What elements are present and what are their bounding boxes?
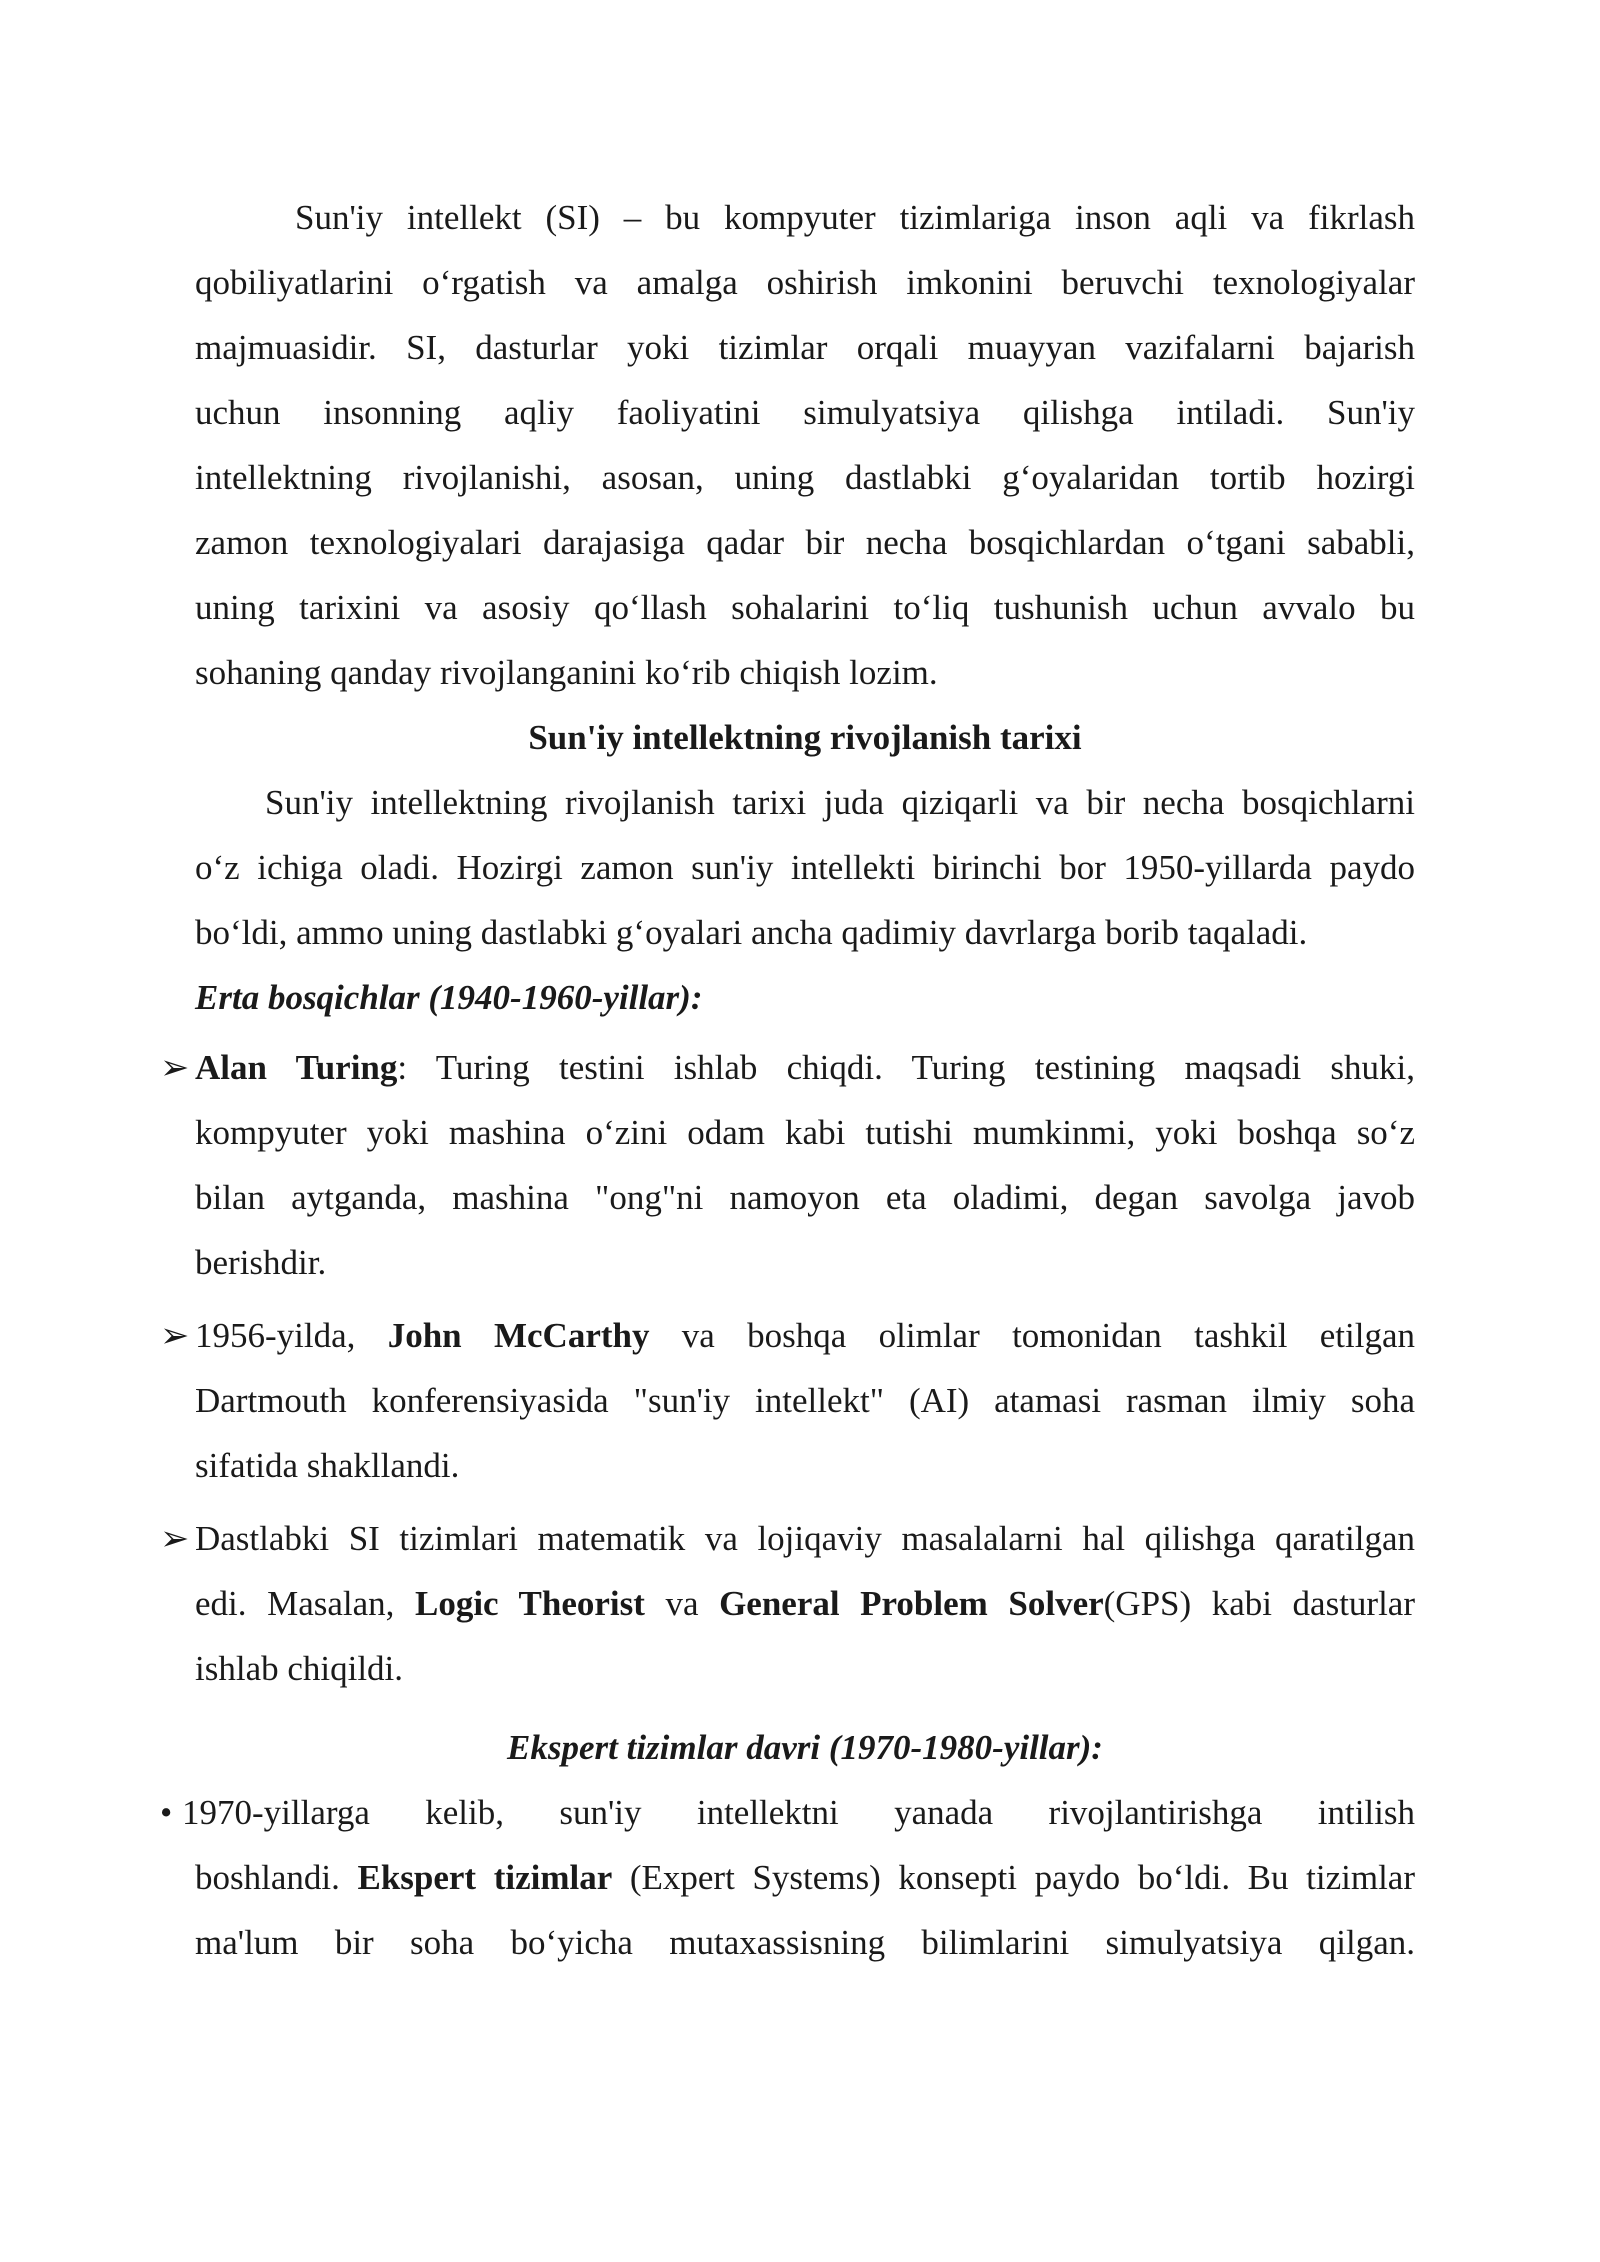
- intro-line: qobiliyatlarini o‘rgatish va amalga oshirish imkonini beruvchi texnologiyalar: [195, 263, 1415, 302]
- history-paragraph: [195, 770, 1415, 965]
- history-line: bo‘ldi, ammo uning dastlabki g‘oyalari ancha qadimiy davrlarga borib taqaladi.: [195, 913, 1308, 952]
- list-item-text: Dartmouth konferensiyasida "sun'iy intellekt" (AI) atamasi rasman ilmiy soha: [195, 1381, 1415, 1420]
- list-item-text: (Expert Systems) konsepti paydo bo‘ldi. Bu tizimlar: [612, 1858, 1415, 1897]
- person-name: John McCarthy: [387, 1316, 650, 1355]
- early-stage-list: [160, 1035, 1415, 1701]
- list-item-text: 1970-yillarga kelib, sun'iy intellektni yanada rivojlantirishga intilish: [182, 1793, 1415, 1832]
- list-item-text: kompyuter yoki mashina o‘zini odam kabi tutishi mumkinmi, yoki boshqa so‘z: [195, 1113, 1415, 1152]
- intro-line: majmuasidir. SI, dasturlar yoki tizimlar orqali muayyan vazifalarni bajarish: [195, 328, 1415, 367]
- expert-stage-title: Ekspert tizimlar davri (1970-1980-yillar):: [507, 1728, 1103, 1767]
- list-item-text: (GPS) kabi dasturlar: [1103, 1584, 1415, 1623]
- arrow-bullet-icon: ➢: [160, 1519, 190, 1558]
- intro-line: Sun'iy intellekt (SI) – bu kompyuter tizimlariga inson aqli va fikrlash: [295, 198, 1415, 237]
- section-title: Sun'iy intellektning rivojlanish tarixi: [528, 718, 1082, 757]
- list-item-early-systems: [160, 1506, 1415, 1701]
- person-name: Alan Turing: [195, 1048, 398, 1087]
- history-line: o‘z ichiga oladi. Hozirgi zamon sun'iy intellekti birinchi bor 1950-yillarda paydo: [195, 848, 1415, 887]
- list-item-mccarthy: [160, 1303, 1415, 1498]
- list-item-text: ishlab chiqildi.: [195, 1649, 404, 1688]
- list-item-text: berishdir.: [195, 1243, 327, 1282]
- list-item-text: 1956-yilda,: [195, 1316, 388, 1355]
- program-name: Logic Theorist: [414, 1584, 645, 1623]
- list-item-text: va boshqa olimlar tomonidan tashkil etilgan: [649, 1316, 1415, 1355]
- list-item-text: ma'lum bir soha bo‘yicha mutaxassisning bilimlarini simulyatsiya qilgan.: [195, 1923, 1415, 1962]
- list-item-turing: [160, 1035, 1415, 1295]
- list-item-text: edi. Masalan,: [195, 1584, 415, 1623]
- expert-stage-list: [160, 1780, 1415, 1975]
- program-name: General Problem Solver: [719, 1584, 1104, 1623]
- intro-line: uchun insonning aqliy faoliyatini simulyatsiya qilishga intiladi. Sun'iy: [195, 393, 1415, 432]
- intro-paragraph: [195, 185, 1415, 705]
- early-stage-title: Erta bosqichlar (1940-1960-yillar):: [195, 978, 703, 1017]
- dot-bullet-icon: •: [160, 1793, 173, 1832]
- list-item-text: sifatida shakllandi.: [195, 1446, 460, 1485]
- history-line: Sun'iy intellektning rivojlanish tarixi juda qiziqarli va bir necha bosqichlarni: [265, 783, 1415, 822]
- list-item-expert: [160, 1780, 1415, 1975]
- arrow-bullet-icon: ➢: [160, 1048, 190, 1087]
- intro-line: sohaning qanday rivojlanganini ko‘rib chiqish lozim.: [195, 653, 938, 692]
- list-item-text: Dastlabki SI tizimlari matematik va lojiqaviy masalalarni hal qilishga qaratilgan: [195, 1519, 1415, 1558]
- list-item-text: va: [644, 1584, 720, 1623]
- intro-line: intellektning rivojlanishi, asosan, uning dastlabki g‘oyalaridan tortib hozirgi: [195, 458, 1415, 497]
- intro-line: zamon texnologiyalari darajasiga qadar bir necha bosqichlardan o‘tgani sababli,: [195, 523, 1415, 562]
- list-item-text: : Turing testini ishlab chiqdi. Turing testining maqsadi shuki,: [397, 1048, 1415, 1087]
- list-item-text: boshlandi.: [195, 1858, 358, 1897]
- intro-line: uning tarixini va asosiy qo‘llash sohalarini to‘liq tushunish uchun avvalo bu: [195, 588, 1415, 627]
- concept-name: Ekspert tizimlar: [357, 1858, 613, 1897]
- arrow-bullet-icon: ➢: [160, 1316, 190, 1355]
- list-item-text: bilan aytganda, mashina "ong"ni namoyon eta oladimi, degan savolga javob: [195, 1178, 1415, 1217]
